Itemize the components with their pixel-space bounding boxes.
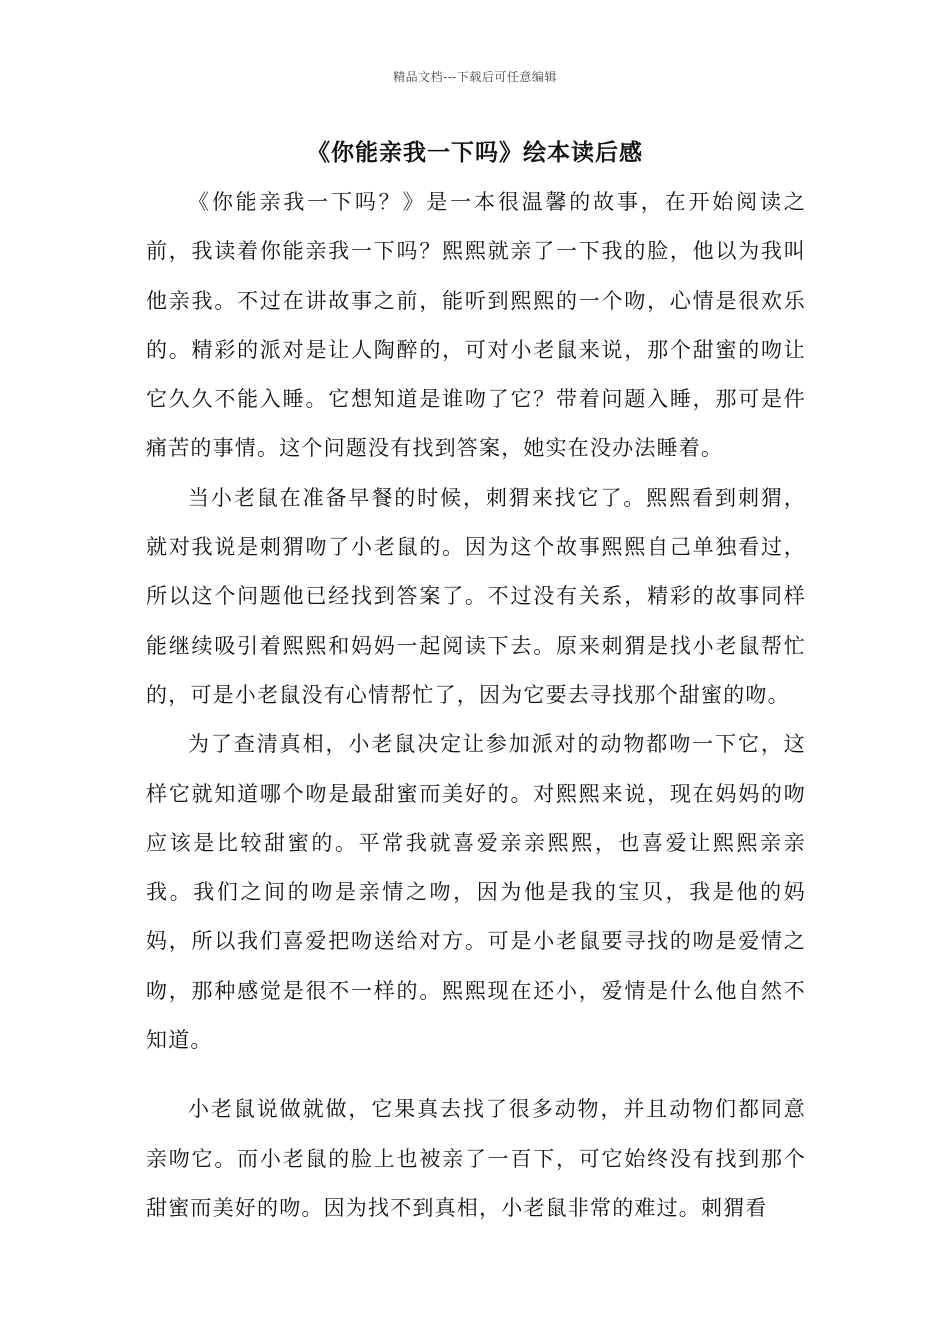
paragraph-3: 为了查清真相，小老鼠决定让参加派对的动物都吻一下它，这样它就知道哪个吻是最甜蜜而美好的。对熙熙来说，现在妈妈的吻应该是比较甜蜜的。平常我就喜爱亲亲熙熙，也喜爱让熙熙亲亲我。我们之间的吻是亲情之吻，因为他是我的宝贝，我是他的妈妈，所以我们喜爱把吻送给对方。可是小老鼠要寻找的吻是爱情之吻，那种感觉是很不一样的。熙熙现在还小，爱情是什么他自然不知道。 (146, 732, 806, 1053)
paragraph-2: 当小老鼠在准备早餐的时候，刺猬来找它了。熙熙看到刺猬，就对我说是刺猬吻了小老鼠的。因为这个故事熙熙自己单独看过，所以这个问题他已经找到答案了。不过没有关系，精彩的故事同样能继续吸引着熙熙和妈妈一起阅读下去。原来刺猬是找小老鼠帮忙的，可是小老鼠没有心情帮忙了，因为它要去寻找那个甜蜜的吻。 (146, 485, 806, 707)
paragraph-1: 《你能亲我一下吗？》是一本很温馨的故事，在开始阅读之前，我读着你能亲我一下吗？熙熙就亲了一下我的脸，他以为我叫他亲我。不过在讲故事之前，能听到熙熙的一个吻，心情是很欢乐的。精彩的派对是让人陶醉的，可对小老鼠来说，那个甜蜜的吻让它久久不能入睡。它想知道是谁吻了它？带着问题入睡，那可是件痛苦的事情。这个问题没有找到答案，她实在没办法睡着。 (146, 190, 806, 461)
document-body (146, 178, 806, 1233)
paragraph-4: 小老鼠说做就做，它果真去找了很多动物，并且动物们都同意亲吻它。而小老鼠的脸上也被亲了一百下，可它始终没有找到那个甜蜜而美好的吻。因为找不到真相，小老鼠非常的难过。刺猬看 (146, 1097, 806, 1220)
header-note: 精品文档---下载后可任意编辑 (393, 70, 557, 84)
document-title: 《你能亲我一下吗》绘本读后感 (307, 139, 643, 166)
